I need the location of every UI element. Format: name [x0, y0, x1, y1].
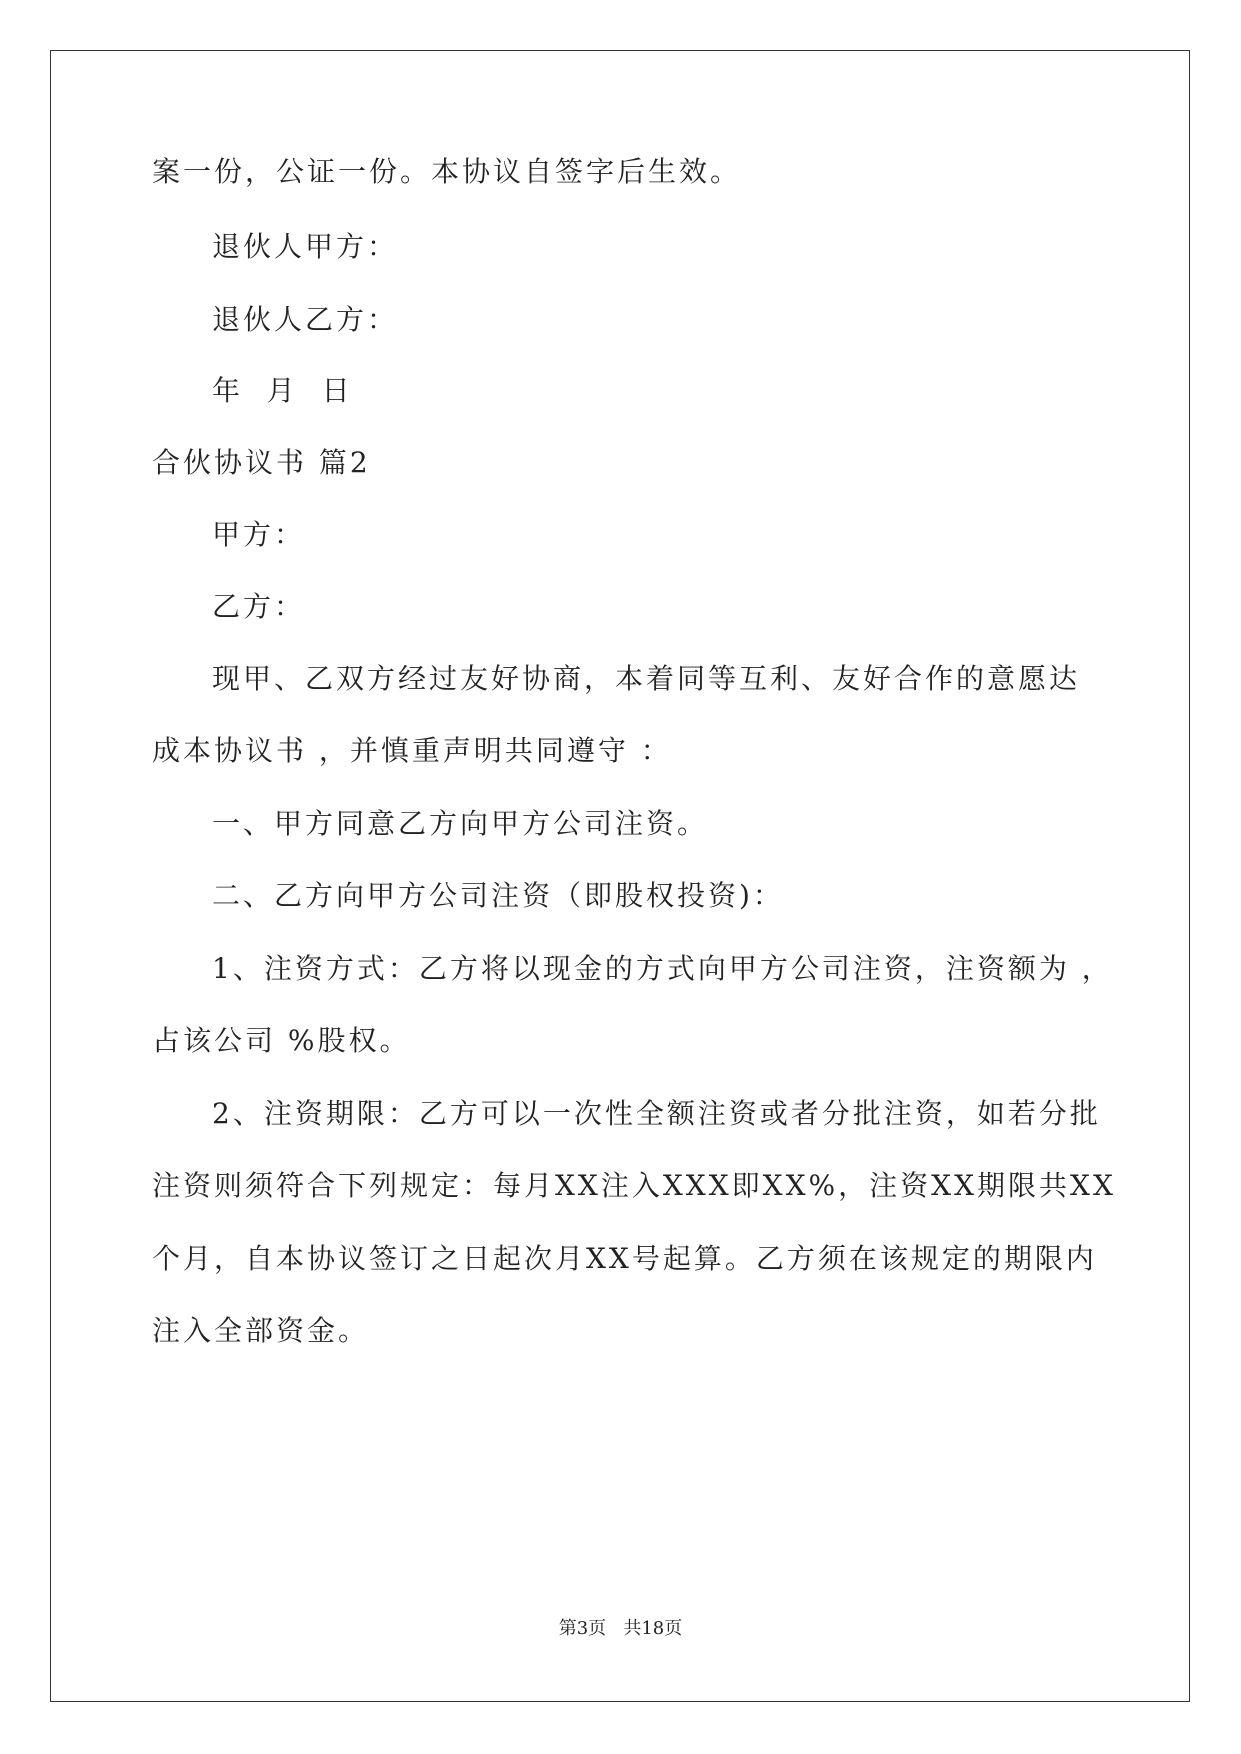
text-line-6: 甲方：	[212, 518, 306, 551]
text-line-8: 现甲、乙双方经过友好协商，本着同等互利、友好合作的意愿达	[212, 662, 1081, 695]
page-footer: 第3页 共18页	[558, 1618, 683, 1639]
text-line-9: 成本协议书 ，并慎重声明共同遵守 ：	[152, 734, 672, 767]
text-line-3: 退伙人乙方：	[212, 303, 399, 336]
text-line-2: 退伙人甲方：	[212, 230, 399, 263]
text-line-1: 案一份，公证一份。本协议自签字后生效。	[152, 155, 742, 188]
text-line-16: 个月，自本协议签订之日起次月XX号起算。乙方须在该规定的期限内	[152, 1242, 1097, 1275]
text-line-11: 二、乙方向甲方公司注资（即股权投资)：	[212, 879, 784, 912]
text-line-4: 年 月 日	[212, 374, 353, 407]
text-line-14: 2、注资期限：乙方可以一次性全额注资或者分批注资，如若分批	[212, 1097, 1101, 1130]
text-line-10: 一、甲方同意乙方向甲方公司注资。	[212, 807, 709, 840]
text-line-15: 注资则须符合下列规定：每月XX注入XXX即XX%，注资XX期限共XX	[152, 1169, 1116, 1202]
text-line-7: 乙方：	[212, 590, 306, 623]
section-heading: 合伙协议书 篇2	[152, 446, 371, 479]
text-line-12: 1、注资方式：乙方将以现金的方式向甲方公司注资，注资额为 ，	[212, 952, 1113, 985]
text-line-13: 占该公司 %股权。	[152, 1024, 411, 1057]
text-line-17: 注入全部资金。	[152, 1314, 370, 1347]
page-border	[50, 50, 1190, 1702]
